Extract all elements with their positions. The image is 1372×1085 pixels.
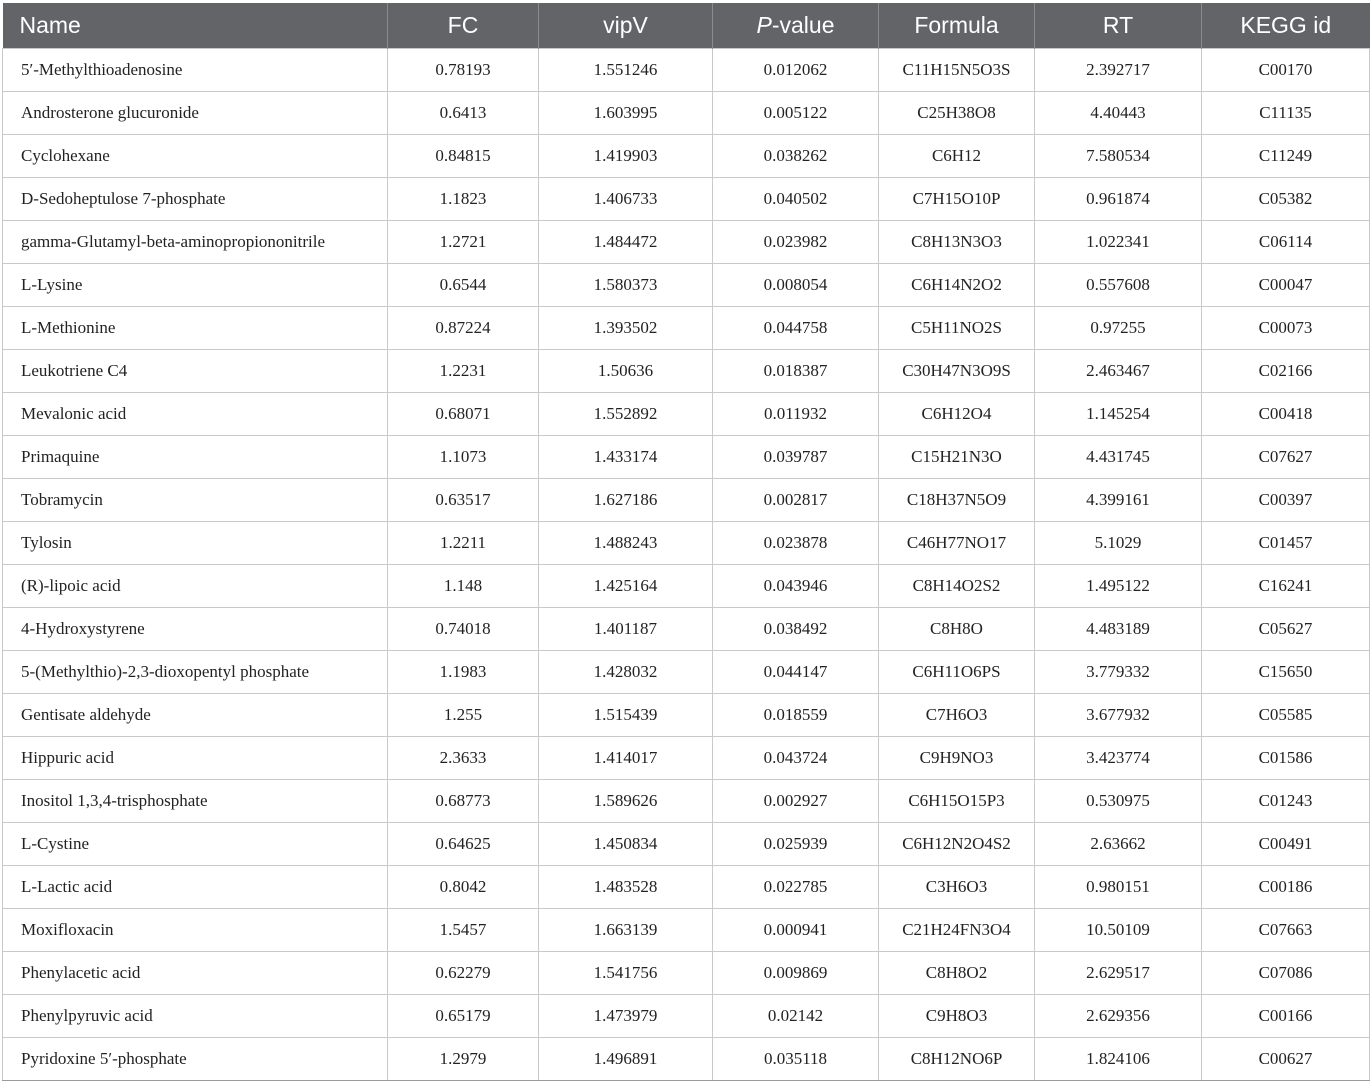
cell-rt: 4.399161 [1035, 479, 1202, 522]
cell-kegg-id: C15650 [1202, 651, 1370, 694]
cell-p-value: 0.012062 [713, 49, 879, 92]
cell-kegg-id: C16241 [1202, 565, 1370, 608]
table-row [3, 866, 1370, 909]
table-container [2, 3, 1369, 1081]
table-row [3, 780, 1370, 823]
cell-p-value: 0.023982 [713, 221, 879, 264]
cell-vipv: 1.603995 [539, 92, 713, 135]
cell-kegg-id: C00047 [1202, 264, 1370, 307]
header-name: Name [3, 3, 388, 49]
cell-fc: 1.2979 [388, 1038, 539, 1081]
cell-kegg-id: C01243 [1202, 780, 1370, 823]
cell-kegg-id: C11135 [1202, 92, 1370, 135]
cell-p-value: 0.011932 [713, 393, 879, 436]
cell-name: Pyridoxine 5′-phosphate [3, 1038, 388, 1081]
cell-rt: 3.779332 [1035, 651, 1202, 694]
cell-vipv: 1.589626 [539, 780, 713, 823]
table-row [3, 608, 1370, 651]
table-row [3, 393, 1370, 436]
cell-formula: C9H8O3 [879, 995, 1035, 1038]
cell-vipv: 1.401187 [539, 608, 713, 651]
cell-vipv: 1.473979 [539, 995, 713, 1038]
cell-vipv: 1.393502 [539, 307, 713, 350]
header-formula: Formula [879, 3, 1035, 49]
cell-vipv: 1.484472 [539, 221, 713, 264]
cell-kegg-id: C00397 [1202, 479, 1370, 522]
cell-name: Cyclohexane [3, 135, 388, 178]
table-row [3, 565, 1370, 608]
header-p-italic: P [756, 12, 772, 38]
cell-formula: C21H24FN3O4 [879, 909, 1035, 952]
header-fc: FC [388, 3, 539, 49]
cell-p-value: 0.043724 [713, 737, 879, 780]
cell-fc: 0.6413 [388, 92, 539, 135]
cell-kegg-id: C05382 [1202, 178, 1370, 221]
cell-rt: 1.824106 [1035, 1038, 1202, 1081]
cell-fc: 0.84815 [388, 135, 539, 178]
cell-fc: 0.64625 [388, 823, 539, 866]
cell-kegg-id: C05585 [1202, 694, 1370, 737]
cell-name: Gentisate aldehyde [3, 694, 388, 737]
cell-fc: 0.8042 [388, 866, 539, 909]
cell-name: Moxifloxacin [3, 909, 388, 952]
cell-vipv: 1.552892 [539, 393, 713, 436]
table-body [3, 49, 1370, 1081]
table-row [3, 436, 1370, 479]
cell-fc: 1.1983 [388, 651, 539, 694]
cell-name: Hippuric acid [3, 737, 388, 780]
cell-p-value: 0.009869 [713, 952, 879, 995]
cell-formula: C5H11NO2S [879, 307, 1035, 350]
cell-name: Inositol 1,3,4-trisphosphate [3, 780, 388, 823]
cell-p-value: 0.000941 [713, 909, 879, 952]
table-row [3, 651, 1370, 694]
cell-vipv: 1.541756 [539, 952, 713, 995]
cell-kegg-id: C00166 [1202, 995, 1370, 1038]
header-kegg-id: KEGG id [1202, 3, 1370, 49]
cell-name: Tobramycin [3, 479, 388, 522]
cell-kegg-id: C00627 [1202, 1038, 1370, 1081]
cell-formula: C3H6O3 [879, 866, 1035, 909]
cell-name: L-Cystine [3, 823, 388, 866]
cell-rt: 2.392717 [1035, 49, 1202, 92]
cell-p-value: 0.025939 [713, 823, 879, 866]
cell-vipv: 1.483528 [539, 866, 713, 909]
table-row [3, 1038, 1370, 1081]
cell-formula: C7H15O10P [879, 178, 1035, 221]
cell-rt: 0.961874 [1035, 178, 1202, 221]
cell-vipv: 1.428032 [539, 651, 713, 694]
cell-name: L-Lactic acid [3, 866, 388, 909]
cell-formula: C6H11O6PS [879, 651, 1035, 694]
cell-fc: 0.68071 [388, 393, 539, 436]
cell-fc: 0.6544 [388, 264, 539, 307]
cell-formula: C8H13N3O3 [879, 221, 1035, 264]
cell-vipv: 1.433174 [539, 436, 713, 479]
cell-p-value: 0.039787 [713, 436, 879, 479]
cell-p-value: 0.022785 [713, 866, 879, 909]
cell-kegg-id: C02166 [1202, 350, 1370, 393]
table-row [3, 307, 1370, 350]
cell-formula: C6H12O4 [879, 393, 1035, 436]
cell-p-value: 0.035118 [713, 1038, 879, 1081]
cell-fc: 0.65179 [388, 995, 539, 1038]
cell-rt: 0.980151 [1035, 866, 1202, 909]
cell-rt: 4.40443 [1035, 92, 1202, 135]
cell-fc: 1.5457 [388, 909, 539, 952]
cell-formula: C25H38O8 [879, 92, 1035, 135]
cell-kegg-id: C07663 [1202, 909, 1370, 952]
cell-rt: 2.629517 [1035, 952, 1202, 995]
cell-p-value: 0.038262 [713, 135, 879, 178]
table-row [3, 823, 1370, 866]
table-row [3, 350, 1370, 393]
cell-vipv: 1.627186 [539, 479, 713, 522]
cell-name: Phenylpyruvic acid [3, 995, 388, 1038]
cell-name: Mevalonic acid [3, 393, 388, 436]
cell-vipv: 1.425164 [539, 565, 713, 608]
table-row [3, 49, 1370, 92]
table-row [3, 178, 1370, 221]
cell-rt: 4.431745 [1035, 436, 1202, 479]
cell-rt: 0.97255 [1035, 307, 1202, 350]
cell-rt: 10.50109 [1035, 909, 1202, 952]
cell-fc: 1.2211 [388, 522, 539, 565]
cell-vipv: 1.414017 [539, 737, 713, 780]
cell-formula: C9H9NO3 [879, 737, 1035, 780]
cell-rt: 3.677932 [1035, 694, 1202, 737]
header-vipv: vipV [539, 3, 713, 49]
cell-p-value: 0.018387 [713, 350, 879, 393]
cell-p-value: 0.02142 [713, 995, 879, 1038]
cell-p-value: 0.005122 [713, 92, 879, 135]
table-row [3, 92, 1370, 135]
cell-p-value: 0.043946 [713, 565, 879, 608]
cell-kegg-id: C01586 [1202, 737, 1370, 780]
cell-name: gamma-Glutamyl-beta-aminopropiononitrile [3, 221, 388, 264]
cell-kegg-id: C00418 [1202, 393, 1370, 436]
cell-vipv: 1.515439 [539, 694, 713, 737]
cell-formula: C6H12 [879, 135, 1035, 178]
cell-name: L-Lysine [3, 264, 388, 307]
cell-formula: C30H47N3O9S [879, 350, 1035, 393]
cell-fc: 1.2721 [388, 221, 539, 264]
cell-kegg-id: C00170 [1202, 49, 1370, 92]
cell-vipv: 1.50636 [539, 350, 713, 393]
cell-name: 4-Hydroxystyrene [3, 608, 388, 651]
cell-kegg-id: C11249 [1202, 135, 1370, 178]
cell-vipv: 1.488243 [539, 522, 713, 565]
cell-kegg-id: C00491 [1202, 823, 1370, 866]
cell-rt: 0.530975 [1035, 780, 1202, 823]
cell-p-value: 0.008054 [713, 264, 879, 307]
cell-formula: C15H21N3O [879, 436, 1035, 479]
cell-p-value: 0.038492 [713, 608, 879, 651]
cell-fc: 1.2231 [388, 350, 539, 393]
cell-formula: C46H77NO17 [879, 522, 1035, 565]
cell-formula: C6H14N2O2 [879, 264, 1035, 307]
cell-name: Primaquine [3, 436, 388, 479]
cell-rt: 7.580534 [1035, 135, 1202, 178]
cell-rt: 2.463467 [1035, 350, 1202, 393]
cell-kegg-id: C07086 [1202, 952, 1370, 995]
cell-fc: 0.68773 [388, 780, 539, 823]
header-row [3, 3, 1370, 49]
table-row [3, 952, 1370, 995]
cell-fc: 0.78193 [388, 49, 539, 92]
header-p-value [713, 3, 879, 49]
header-p-rest: -value [771, 12, 835, 38]
cell-name: 5′-Methylthioadenosine [3, 49, 388, 92]
cell-fc: 1.1823 [388, 178, 539, 221]
cell-p-value: 0.023878 [713, 522, 879, 565]
cell-name: Tylosin [3, 522, 388, 565]
cell-kegg-id: C07627 [1202, 436, 1370, 479]
cell-name: Androsterone glucuronide [3, 92, 388, 135]
cell-kegg-id: C01457 [1202, 522, 1370, 565]
cell-vipv: 1.406733 [539, 178, 713, 221]
cell-rt: 3.423774 [1035, 737, 1202, 780]
cell-formula: C18H37N5O9 [879, 479, 1035, 522]
metabolite-table [2, 3, 1370, 1081]
cell-name: L-Methionine [3, 307, 388, 350]
cell-name: D-Sedoheptulose 7-phosphate [3, 178, 388, 221]
cell-p-value: 0.044758 [713, 307, 879, 350]
cell-formula: C8H12NO6P [879, 1038, 1035, 1081]
cell-formula: C7H6O3 [879, 694, 1035, 737]
table-row [3, 694, 1370, 737]
cell-p-value: 0.044147 [713, 651, 879, 694]
cell-formula: C8H14O2S2 [879, 565, 1035, 608]
cell-fc: 0.62279 [388, 952, 539, 995]
cell-name: Leukotriene C4 [3, 350, 388, 393]
table-row [3, 909, 1370, 952]
cell-formula: C8H8O2 [879, 952, 1035, 995]
table-row [3, 135, 1370, 178]
cell-fc: 1.1073 [388, 436, 539, 479]
cell-fc: 0.63517 [388, 479, 539, 522]
cell-vipv: 1.450834 [539, 823, 713, 866]
cell-vipv: 1.496891 [539, 1038, 713, 1081]
cell-rt: 1.495122 [1035, 565, 1202, 608]
cell-rt: 2.63662 [1035, 823, 1202, 866]
cell-formula: C11H15N5O3S [879, 49, 1035, 92]
cell-rt: 1.022341 [1035, 221, 1202, 264]
cell-p-value: 0.018559 [713, 694, 879, 737]
cell-rt: 1.145254 [1035, 393, 1202, 436]
cell-fc: 2.3633 [388, 737, 539, 780]
cell-formula: C6H12N2O4S2 [879, 823, 1035, 866]
table-row [3, 221, 1370, 264]
cell-rt: 2.629356 [1035, 995, 1202, 1038]
table-row [3, 995, 1370, 1038]
cell-vipv: 1.663139 [539, 909, 713, 952]
cell-fc: 0.87224 [388, 307, 539, 350]
header-rt: RT [1035, 3, 1202, 49]
table-row [3, 479, 1370, 522]
cell-vipv: 1.551246 [539, 49, 713, 92]
cell-kegg-id: C05627 [1202, 608, 1370, 651]
cell-name: Phenylacetic acid [3, 952, 388, 995]
cell-rt: 4.483189 [1035, 608, 1202, 651]
cell-p-value: 0.002817 [713, 479, 879, 522]
table-row [3, 522, 1370, 565]
cell-vipv: 1.580373 [539, 264, 713, 307]
cell-kegg-id: C00073 [1202, 307, 1370, 350]
cell-p-value: 0.002927 [713, 780, 879, 823]
cell-name: 5-(Methylthio)-2,3-dioxopentyl phosphate [3, 651, 388, 694]
table-row [3, 737, 1370, 780]
cell-vipv: 1.419903 [539, 135, 713, 178]
cell-name: (R)-lipoic acid [3, 565, 388, 608]
cell-rt: 5.1029 [1035, 522, 1202, 565]
cell-fc: 0.74018 [388, 608, 539, 651]
cell-formula: C8H8O [879, 608, 1035, 651]
cell-rt: 0.557608 [1035, 264, 1202, 307]
cell-kegg-id: C00186 [1202, 866, 1370, 909]
cell-p-value: 0.040502 [713, 178, 879, 221]
table-row [3, 264, 1370, 307]
cell-formula: C6H15O15P3 [879, 780, 1035, 823]
cell-fc: 1.255 [388, 694, 539, 737]
cell-kegg-id: C06114 [1202, 221, 1370, 264]
cell-fc: 1.148 [388, 565, 539, 608]
